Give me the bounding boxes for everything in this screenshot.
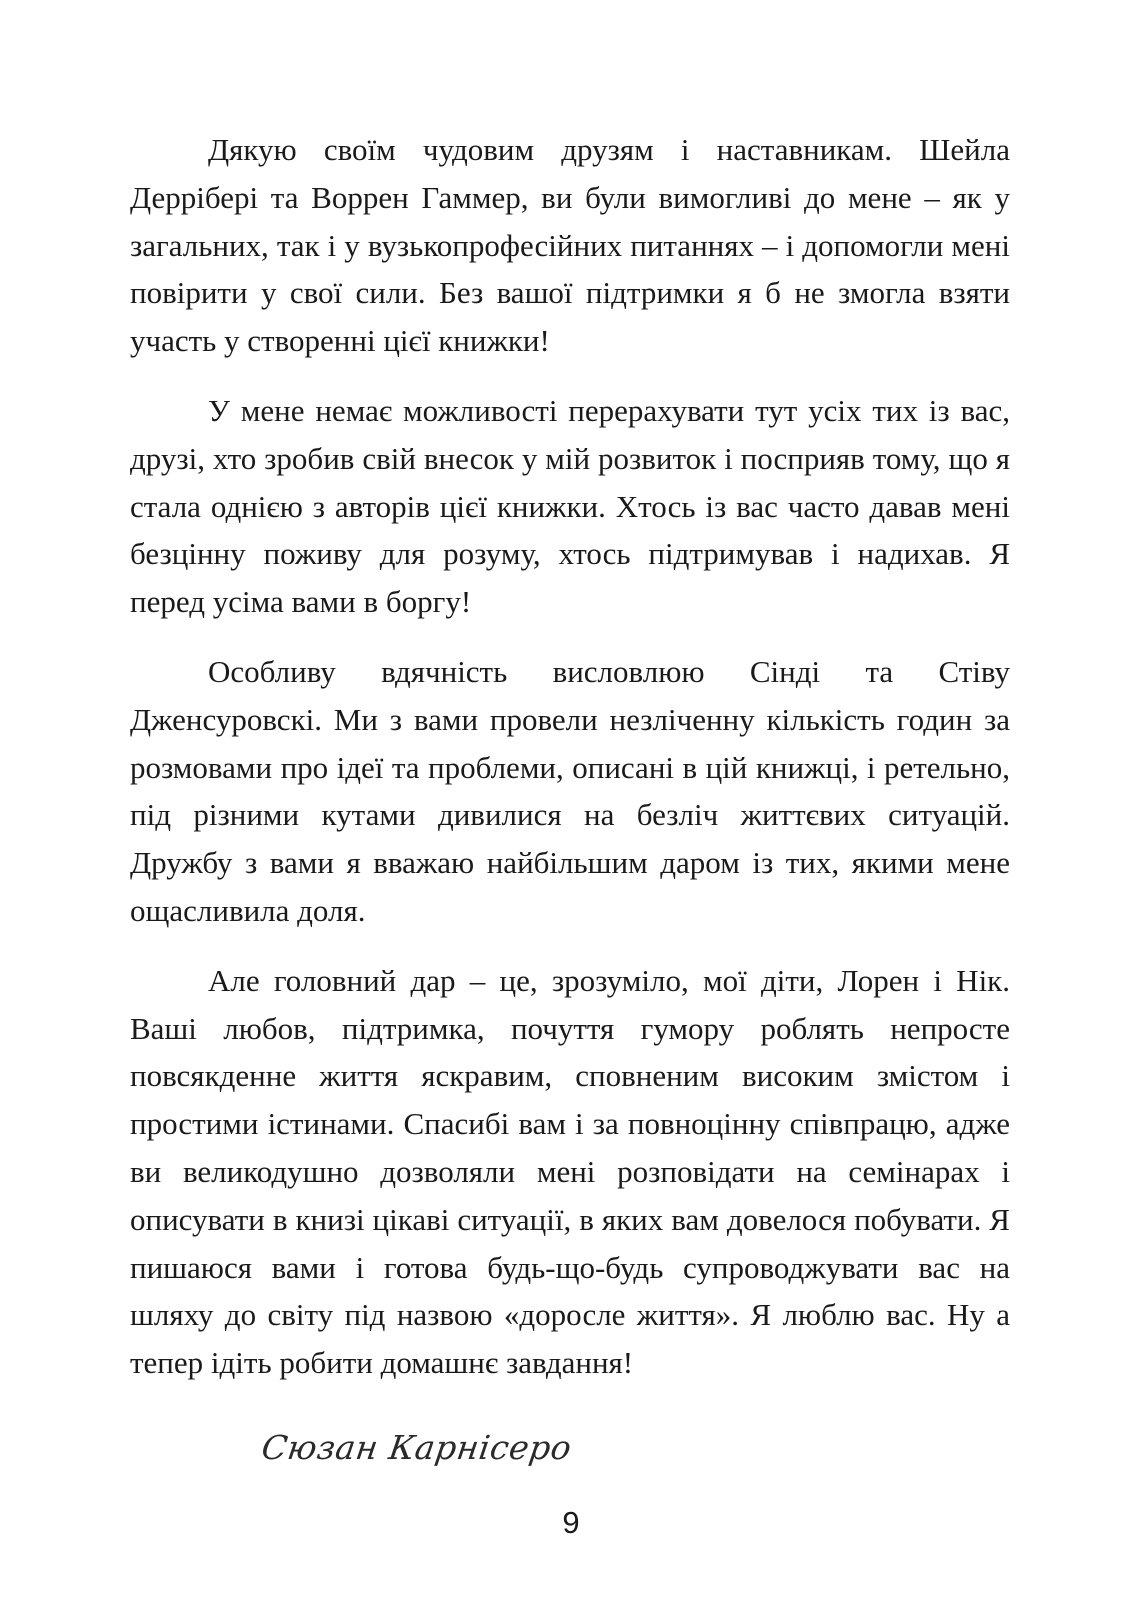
author-signature: Сюзан Карнісеро: [259, 1428, 575, 1467]
paragraph-friends-contribution: У мене немає можливості перерахувати тут усіх тих із вас, друзі, хто зробив свій внесок у мій розвиток і посприяв тому, що я стала однією з авторів цієї книжки. Хтось із вас часто давав мені безцінну поживу для розуму, хтось підтримував і надихав. Я перед усіма вами в боргу!: [130, 392, 1010, 620]
body-text: [130, 126, 1010, 1409]
page-number: 9: [562, 1505, 580, 1540]
paragraph-children: Але головний дар – це, зрозуміло, мої діти, Лорен і Нік. Ваші любов, підтримка, почуття гумору роблять непросте повсякденне життя яскравим, сповненим високим змістом і простими істинами. Спасибі вам і за повноцінну співпрацю, адже ви великодушно дозволяли мені розповідати на семінарах і описувати в книзі цікаві ситуації, в яких вам довелося побувати. Я пишаюся вами і готова будь-що-будь супроводжувати вас на шляху до світу під назвою «доросле життя». Я люблю вас. Ну а тепер ідіть робити домашнє завдання!: [130, 962, 1010, 1381]
paragraph-special-thanks: Особливу вдячність висловлюю Сінді та Стіву Дженсуровскі. Ми з вами провели незліченну кількість годин за розмовами про ідеї та проблеми, описані в цій книжці, і ретельно, під різними кутами дивилися на безліч життєвих ситуацій. Дружбу з вами я вважаю найбільшим даром із тих, якими мене ощасливила доля.: [130, 653, 1010, 928]
paragraph-friends-mentors: Дякую своїм чудовим друзям і наставникам. Шейла Деррібері та Воррен Гаммер, ви були вимогливі до мене – як у загальних, так і у вузькопрофесійних питаннях – і допомогли мені повірити у свої сили. Без вашої підтримки я б не змогла взяти участь у створенні цієї книжки!: [130, 132, 1010, 359]
